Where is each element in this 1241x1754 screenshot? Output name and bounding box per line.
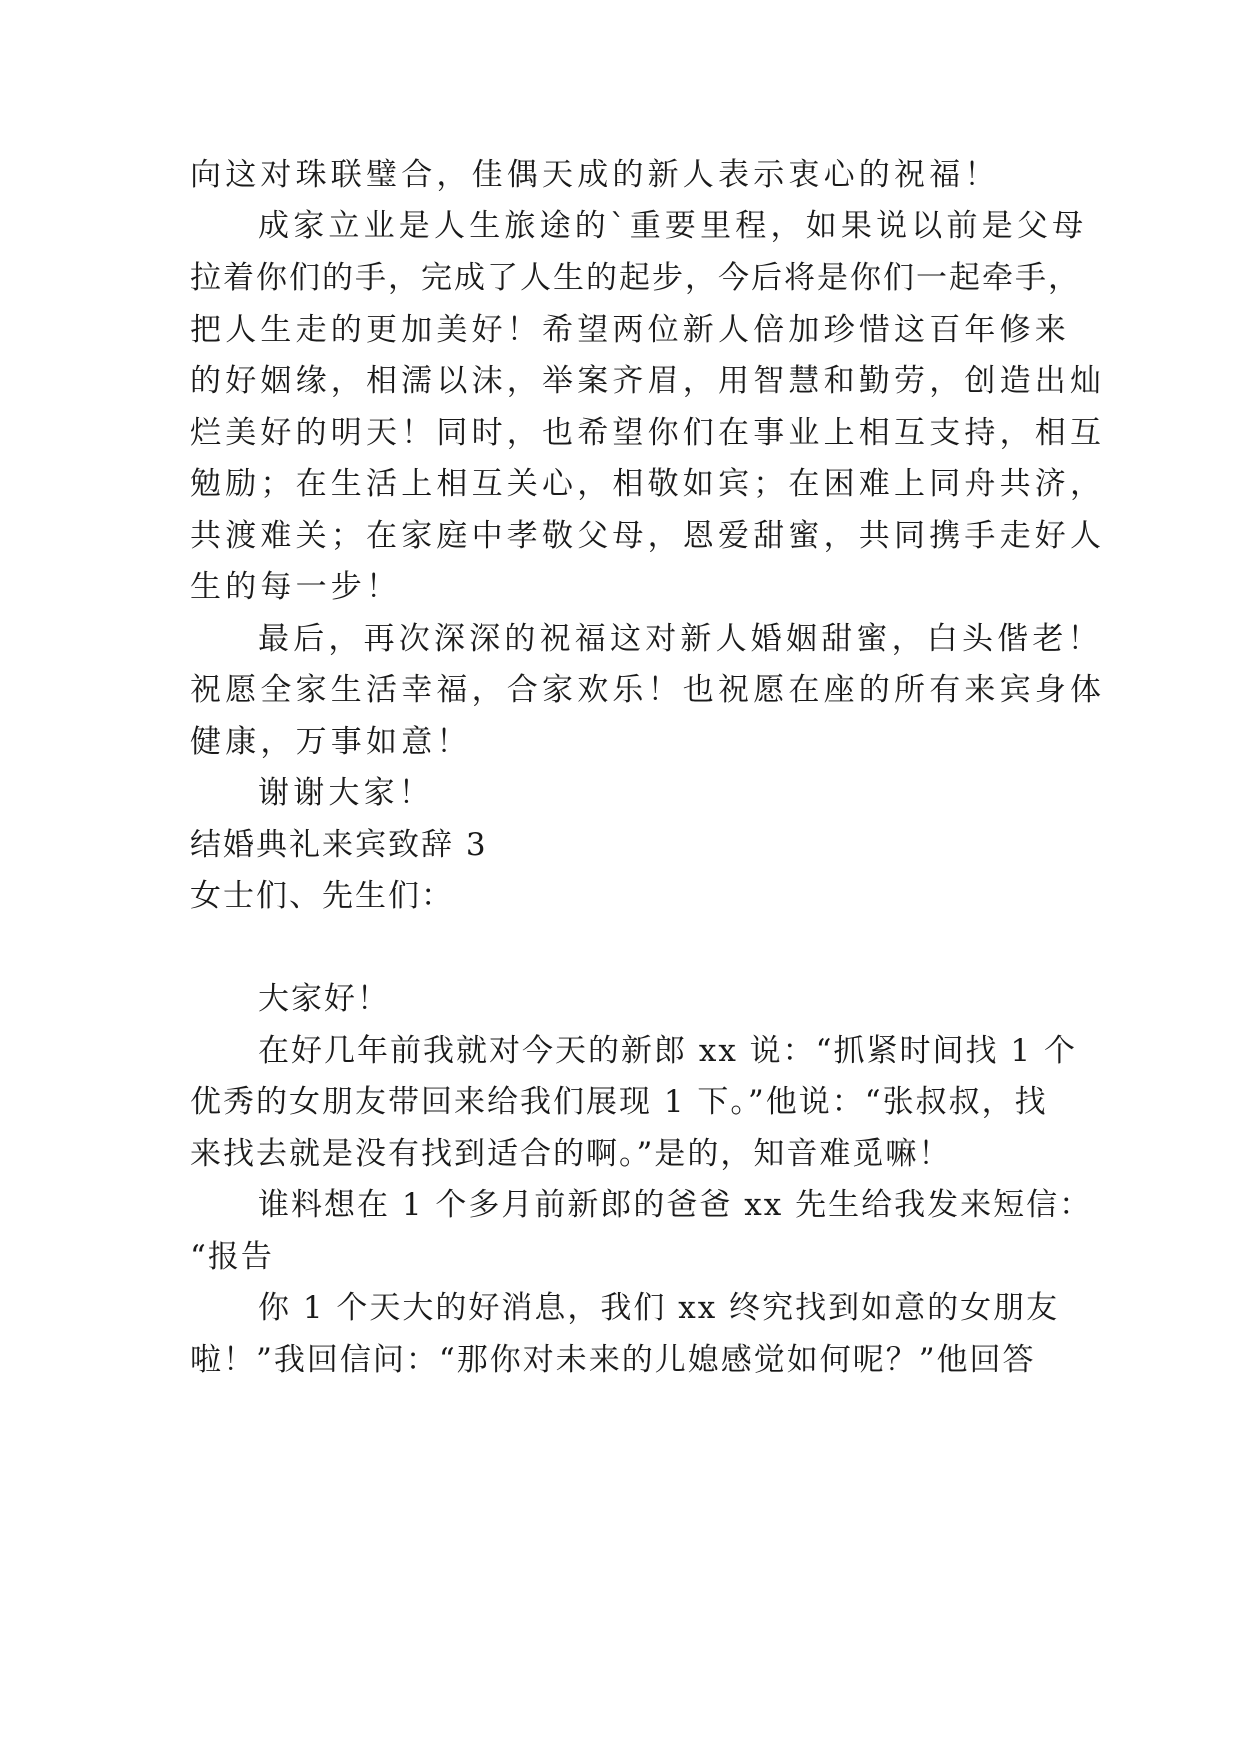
text-line-7: 勉励；在生活上相互关心，相敬如宾；在困难上同舟共济， (190, 466, 1106, 502)
text-line-2: 成家立业是人生旅途的`重要里程，如果说以前是父母 (258, 208, 1088, 244)
text-line-6: 烂美好的明天！同时，也希望你们在事业上相互支持，相互 (190, 415, 1106, 451)
text-line-10: 最后，再次深深的祝福这对新人婚姻甜蜜，白头偕老！ (258, 621, 1103, 657)
text-line-17: 在好几年前我就对今天的新郎 xx 说：“抓紧时间找 1 个 (258, 1033, 1077, 1069)
text-line-9: 生的每一步！ (190, 569, 402, 605)
text-line-13: 谢谢大家！ (258, 775, 434, 811)
text-line-4: 把人生走的更加美好！希望两位新人倍加珍惜这百年修来 (190, 312, 1070, 348)
text-line-19: 来找去就是没有找到适合的啊。”是的，知音难觅嘛！ (190, 1136, 952, 1172)
text-line-20: 谁料想在 1 个多月前新郎的爸爸 xx 先生给我发来短信： (258, 1187, 1093, 1223)
text-line-11: 祝愿全家生活幸福，合家欢乐！也祝愿在座的所有来宾身体 (190, 672, 1106, 708)
section-heading: 结婚典礼来宾致辞 3 (190, 827, 488, 863)
salutation: 女士们、先生们： (190, 878, 454, 914)
greeting: 大家好！ (258, 981, 390, 1017)
text-line-12: 健康，万事如意！ (190, 724, 472, 760)
text-line-1: 向这对珠联璧合，佳偶天成的新人表示衷心的祝福！ (190, 157, 1000, 193)
text-line-3: 拉着你们的手，完成了人生的起步，今后将是你们一起牵手， (190, 260, 1081, 296)
text-line-8: 共渡难关；在家庭中孝敬父母，恩爱甜蜜，共同携手走好人 (190, 518, 1106, 554)
text-line-21: “报告 (190, 1239, 274, 1275)
text-line-23: 啦！”我回信问：“那你对未来的儿媳感觉如何呢？”他回答 (190, 1342, 1036, 1378)
text-line-18: 优秀的女朋友带回来给我们展现 1 下。”他说：“张叔叔，找 (190, 1084, 1048, 1120)
text-line-5: 的好姻缘，相濡以沫，举案齐眉，用智慧和勤劳，创造出灿 (190, 363, 1106, 399)
text-line-22: 你 1 个天大的好消息，我们 xx 终究找到如意的女朋友 (258, 1290, 1060, 1326)
